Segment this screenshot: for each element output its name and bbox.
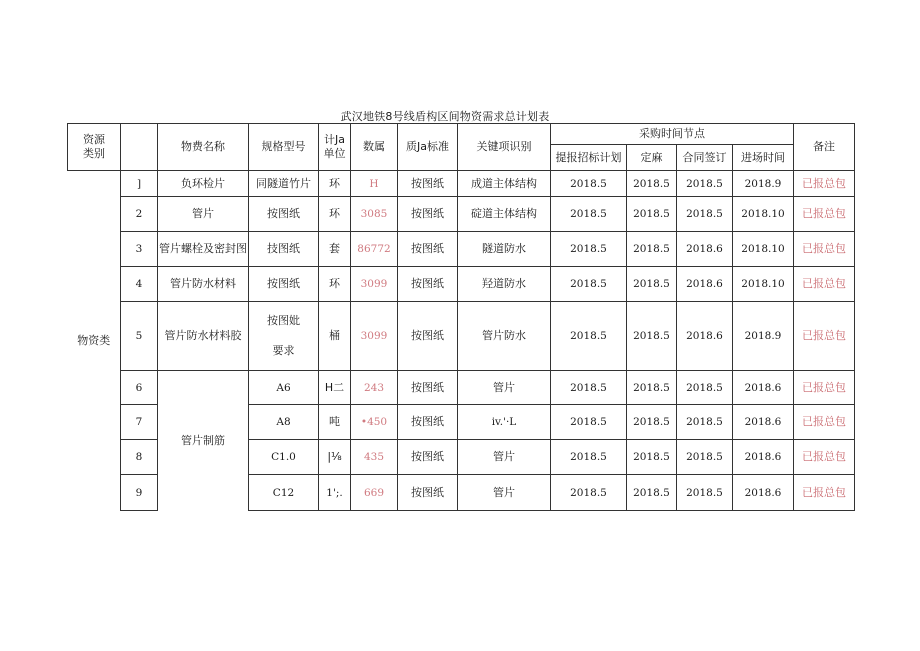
header-index (121, 124, 158, 171)
row-date-submit: 2018.5 (551, 171, 627, 197)
row-remark: 已报总包 (794, 267, 855, 302)
row-remark: 已报总包 (794, 232, 855, 267)
row-spec: C12 (249, 475, 319, 511)
row-date-entry: 2018.9 (733, 171, 794, 197)
row-date-submit: 2018.5 (551, 197, 627, 232)
row-date-entry: 2018.6 (733, 371, 794, 405)
row-qty: 669 (351, 475, 398, 511)
row-unit: 环 (319, 267, 351, 302)
row-qty: 3085 (351, 197, 398, 232)
table-row (68, 197, 855, 232)
row-spec: 技图纸 (249, 232, 319, 267)
row-date-submit: 2018.5 (551, 405, 627, 440)
header-standard: 质Ja标准 (398, 124, 458, 171)
row-standard: 按图纸 (398, 371, 458, 405)
row-date-entry: 2018.6 (733, 475, 794, 511)
row-date-submit: 2018.5 (551, 267, 627, 302)
row-date-decide: 2018.5 (627, 232, 677, 267)
row-key-item: 成道主体结构 (458, 171, 551, 197)
header-unit (319, 124, 351, 171)
row-date-contract: 2018.5 (677, 371, 733, 405)
row-standard: 按图纸 (398, 232, 458, 267)
row-unit: H二 (319, 371, 351, 405)
row-unit: 环 (319, 171, 351, 197)
row-remark: 已报总包 (794, 405, 855, 440)
header-proc-contract: 合同签订 (677, 145, 733, 171)
row-name: 管片 (158, 197, 249, 232)
row-remark: 已报总包 (794, 171, 855, 197)
row-date-contract: 2018.5 (677, 440, 733, 475)
row-index: 2 (121, 197, 158, 232)
header-procurement-group: 采购时间节点 (551, 124, 794, 145)
row-standard: 按图纸 (398, 302, 458, 371)
row-spec: A6 (249, 371, 319, 405)
row-date-submit: 2018.5 (551, 371, 627, 405)
row-standard: 按图纸 (398, 267, 458, 302)
row-date-decide: 2018.5 (627, 371, 677, 405)
row-name: 管片螺栓及密封图 (158, 232, 249, 267)
row-date-decide: 2018.5 (627, 171, 677, 197)
header-proc-decide: 定麻 (627, 145, 677, 171)
row-index: 9 (121, 475, 158, 511)
row-date-entry: 2018.9 (733, 302, 794, 371)
row-key-item: 管片 (458, 475, 551, 511)
row-index: 5 (121, 302, 158, 371)
header-spec: 规格型号 (249, 124, 319, 171)
row-qty: 243 (351, 371, 398, 405)
table-row (68, 371, 855, 405)
row-name: 管片防水材料胶 (158, 302, 249, 371)
row-unit: 桶 (319, 302, 351, 371)
row-date-entry: 2018.6 (733, 440, 794, 475)
category-cell: 物资类 (68, 171, 121, 511)
row-remark: 已报总包 (794, 197, 855, 232)
header-category (68, 124, 121, 171)
header-proc-entry: 进场时间 (733, 145, 794, 171)
row-key-item: 隧道防水 (458, 232, 551, 267)
header-category-line2: 类别 (83, 147, 105, 160)
row-key-item: 羟道防水 (458, 267, 551, 302)
table-row (68, 171, 855, 197)
row-remark: 已报总包 (794, 475, 855, 511)
row-date-contract: 2018.5 (677, 405, 733, 440)
row-index: 7 (121, 405, 158, 440)
row-key-item: 管片防水 (458, 302, 551, 371)
row-spec: 同隧道竹片 (249, 171, 319, 197)
row-date-contract: 2018.5 (677, 475, 733, 511)
row-date-submit: 2018.5 (551, 302, 627, 371)
table-row (68, 232, 855, 267)
row-date-entry: 2018.10 (733, 267, 794, 302)
row-standard: 按图纸 (398, 197, 458, 232)
row-standard: 按图纸 (398, 475, 458, 511)
row-spec-line1: 按图妣 (267, 314, 300, 327)
row-date-decide: 2018.5 (627, 197, 677, 232)
row-index: 3 (121, 232, 158, 267)
row-qty: 3099 (351, 267, 398, 302)
row-date-entry: 2018.10 (733, 232, 794, 267)
row-qty: H (351, 171, 398, 197)
header-qty: 数属 (351, 124, 398, 171)
row-date-decide: 2018.5 (627, 302, 677, 371)
row-date-submit: 2018.5 (551, 475, 627, 511)
row-remark: 已报总包 (794, 302, 855, 371)
row-spec: 按图纸 (249, 197, 319, 232)
row-index: 8 (121, 440, 158, 475)
row-index: 6 (121, 371, 158, 405)
header-unit-line1: 计Ja (324, 133, 345, 146)
table-row (68, 302, 855, 371)
row-spec-line2: 要求 (272, 344, 295, 357)
row-qty: •450 (351, 405, 398, 440)
row-date-contract: 2018.6 (677, 232, 733, 267)
header-remark: 备注 (794, 124, 855, 171)
table-row (68, 267, 855, 302)
row-remark: 已报总包 (794, 371, 855, 405)
row-name: 负环检片 (158, 171, 249, 197)
row-spec: 按图纸 (249, 267, 319, 302)
table-title: 武汉地铁8号线盾构区间物资需求总计划表 (340, 110, 550, 123)
row-date-contract: 2018.6 (677, 302, 733, 371)
row-unit: 套 (319, 232, 351, 267)
row-date-contract: 2018.6 (677, 267, 733, 302)
row-key-item: 管片 (458, 371, 551, 405)
row-remark: 已报总包 (794, 440, 855, 475)
row-index: 4 (121, 267, 158, 302)
row-unit: 1';. (319, 475, 351, 511)
row-spec: C1.0 (249, 440, 319, 475)
row-date-entry: 2018.10 (733, 197, 794, 232)
merged-name-cell: 管片制筋 (158, 371, 249, 511)
row-spec: A8 (249, 405, 319, 440)
header-category-line1: 资源 (83, 133, 105, 146)
row-date-contract: 2018.5 (677, 197, 733, 232)
row-date-decide: 2018.5 (627, 440, 677, 475)
row-standard: 按图纸 (398, 440, 458, 475)
row-qty: 435 (351, 440, 398, 475)
row-standard: 按图纸 (398, 171, 458, 197)
row-date-decide: 2018.5 (627, 267, 677, 302)
row-qty: 3099 (351, 302, 398, 371)
row-name: 管片防水材料 (158, 267, 249, 302)
row-spec (249, 302, 319, 371)
row-qty: 86772 (351, 232, 398, 267)
row-standard: 按图纸 (398, 405, 458, 440)
row-key-item: 碇道主体结构 (458, 197, 551, 232)
row-date-entry: 2018.6 (733, 405, 794, 440)
row-date-submit: 2018.5 (551, 440, 627, 475)
header-unit-line2: 单位 (323, 147, 346, 160)
row-unit: 吨 (319, 405, 351, 440)
row-unit: |⅛ (319, 440, 351, 475)
header-key-item: 关键项识别 (458, 124, 551, 171)
row-date-contract: 2018.5 (677, 171, 733, 197)
row-index: ] (121, 171, 158, 197)
row-key-item: 管片 (458, 440, 551, 475)
row-unit: 环 (319, 197, 351, 232)
row-date-submit: 2018.5 (551, 232, 627, 267)
row-date-decide: 2018.5 (627, 475, 677, 511)
row-key-item: iv.'·L (458, 405, 551, 440)
header-name: 物费名称 (158, 124, 249, 171)
header-row-1 (68, 124, 855, 145)
row-date-decide: 2018.5 (627, 405, 677, 440)
material-plan-table (67, 123, 855, 511)
header-proc-submit: 提报招标计划 (551, 145, 627, 171)
